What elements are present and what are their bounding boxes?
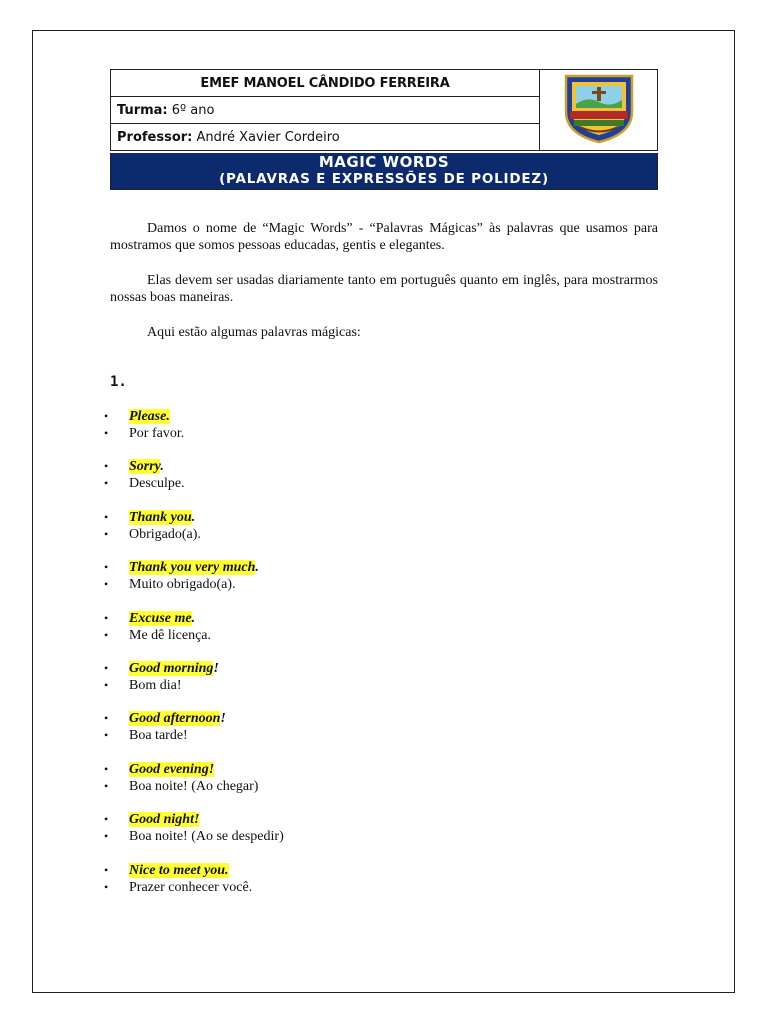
english-item bbox=[104, 710, 664, 727]
english-phrase: Nice to meet you. bbox=[129, 862, 229, 878]
school-logo bbox=[540, 70, 658, 151]
bullet-icon: • bbox=[104, 879, 109, 894]
bullet-icon: • bbox=[104, 560, 109, 575]
intro-text-1: Damos o nome de “Magic Words” - “Palavras Mágicas” às palavras que usamos para mostramos que somos pessoas educadas, gentis e elegantes. bbox=[110, 221, 658, 253]
bullet-icon: • bbox=[104, 426, 109, 440]
bullet-icon: • bbox=[104, 829, 109, 844]
word-pair bbox=[104, 811, 664, 861]
portuguese-item bbox=[104, 778, 664, 795]
school-header-table bbox=[110, 69, 658, 151]
intro-paragraph-2 bbox=[110, 272, 658, 306]
word-pair bbox=[104, 559, 664, 609]
professor-value: André Xavier Cordeiro bbox=[196, 129, 340, 145]
portuguese-item bbox=[104, 828, 664, 845]
turma-label: Turma: bbox=[117, 102, 168, 118]
portuguese-translation: Bom dia! bbox=[129, 677, 182, 693]
bullet-icon: • bbox=[104, 778, 109, 793]
bullet-icon: • bbox=[104, 711, 109, 726]
english-item bbox=[104, 761, 664, 778]
portuguese-translation: Boa noite! (Ao chegar) bbox=[129, 778, 259, 794]
english-punctuation: ! bbox=[220, 711, 226, 727]
bullet-icon: • bbox=[104, 577, 109, 592]
english-punctuation: . bbox=[160, 459, 164, 475]
title-band bbox=[110, 153, 658, 190]
bullet-icon: • bbox=[104, 728, 109, 743]
portuguese-translation: Muito obrigado(a). bbox=[129, 577, 236, 593]
bullet-icon: • bbox=[104, 409, 109, 423]
portuguese-translation: Prazer conhecer você. bbox=[129, 879, 253, 895]
english-punctuation: . bbox=[191, 509, 196, 525]
english-item bbox=[104, 610, 664, 627]
bullet-icon: • bbox=[104, 862, 109, 877]
english-item bbox=[104, 509, 664, 526]
english-item bbox=[104, 408, 664, 425]
word-pair bbox=[104, 761, 664, 811]
bullet-icon: • bbox=[104, 812, 109, 827]
page-title: MAGIC WORDS bbox=[318, 153, 450, 171]
english-item bbox=[104, 559, 664, 576]
intro-text-2: Elas devem ser usadas diariamente tanto em português quanto em inglês, para mostrarmos nossas boas maneiras. bbox=[110, 273, 658, 305]
english-phrase: Thank you very much bbox=[129, 560, 256, 576]
word-pair bbox=[104, 458, 664, 508]
english-phrase: Thank you bbox=[129, 509, 192, 525]
bullet-icon: • bbox=[104, 509, 109, 524]
word-pair bbox=[104, 660, 664, 710]
portuguese-translation: Boa noite! (Ao se despedir) bbox=[129, 829, 284, 845]
bullet-icon: • bbox=[104, 610, 109, 625]
bullet-icon: • bbox=[104, 761, 109, 776]
intro-paragraph-1 bbox=[110, 220, 658, 254]
english-punctuation: ! bbox=[213, 660, 219, 676]
english-item bbox=[104, 660, 664, 677]
word-pair bbox=[104, 710, 664, 760]
portuguese-item bbox=[104, 677, 664, 694]
section-number: 1. bbox=[110, 374, 127, 390]
portuguese-item bbox=[104, 475, 664, 492]
english-item bbox=[104, 811, 664, 828]
portuguese-item bbox=[104, 727, 664, 744]
english-phrase: Good evening! bbox=[129, 761, 215, 777]
portuguese-item bbox=[104, 425, 664, 442]
portuguese-translation: Desculpe. bbox=[129, 476, 185, 492]
word-pair bbox=[104, 408, 664, 458]
english-punctuation: . bbox=[191, 610, 196, 626]
english-phrase: Sorry bbox=[129, 459, 161, 475]
turma-value: 6º ano bbox=[171, 102, 215, 118]
english-phrase: Excuse me bbox=[129, 610, 192, 626]
magic-words-list bbox=[104, 408, 664, 912]
word-pair bbox=[104, 509, 664, 559]
bullet-icon: • bbox=[104, 526, 109, 541]
intro-paragraph-3 bbox=[110, 324, 658, 341]
professor-label: Professor: bbox=[117, 129, 193, 145]
bullet-icon: • bbox=[104, 660, 109, 675]
bullet-icon: • bbox=[104, 459, 109, 474]
bullet-icon: • bbox=[104, 627, 109, 642]
portuguese-translation: Me dê licença. bbox=[129, 627, 212, 643]
english-phrase: Good morning bbox=[129, 660, 214, 676]
english-phrase: Good night! bbox=[129, 812, 200, 828]
portuguese-item bbox=[104, 576, 664, 593]
portuguese-item bbox=[104, 526, 664, 543]
portuguese-item bbox=[104, 627, 664, 644]
english-punctuation: . bbox=[255, 560, 259, 576]
portuguese-translation: Por favor. bbox=[129, 426, 185, 441]
school-crest-icon bbox=[560, 70, 638, 146]
english-item bbox=[104, 458, 664, 475]
word-pair bbox=[104, 610, 664, 660]
bullet-icon: • bbox=[104, 476, 109, 491]
bullet-icon: • bbox=[104, 677, 109, 692]
portuguese-item bbox=[104, 879, 664, 896]
english-item bbox=[104, 862, 664, 879]
school-name: EMEF MANOEL CÂNDIDO FERREIRA bbox=[111, 70, 540, 97]
english-phrase: Please. bbox=[129, 409, 170, 424]
portuguese-translation: Boa tarde! bbox=[129, 728, 188, 744]
page-subtitle: (PALAVRAS E EXPRESSÕES DE POLIDEZ) bbox=[219, 171, 549, 187]
portuguese-translation: Obrigado(a). bbox=[129, 526, 201, 542]
intro-text-3: Aqui estão algumas palavras mágicas: bbox=[147, 325, 361, 340]
professor-row bbox=[111, 124, 540, 151]
english-phrase: Good afternoon bbox=[129, 711, 221, 727]
turma-row bbox=[111, 97, 540, 124]
word-pair bbox=[104, 862, 664, 912]
